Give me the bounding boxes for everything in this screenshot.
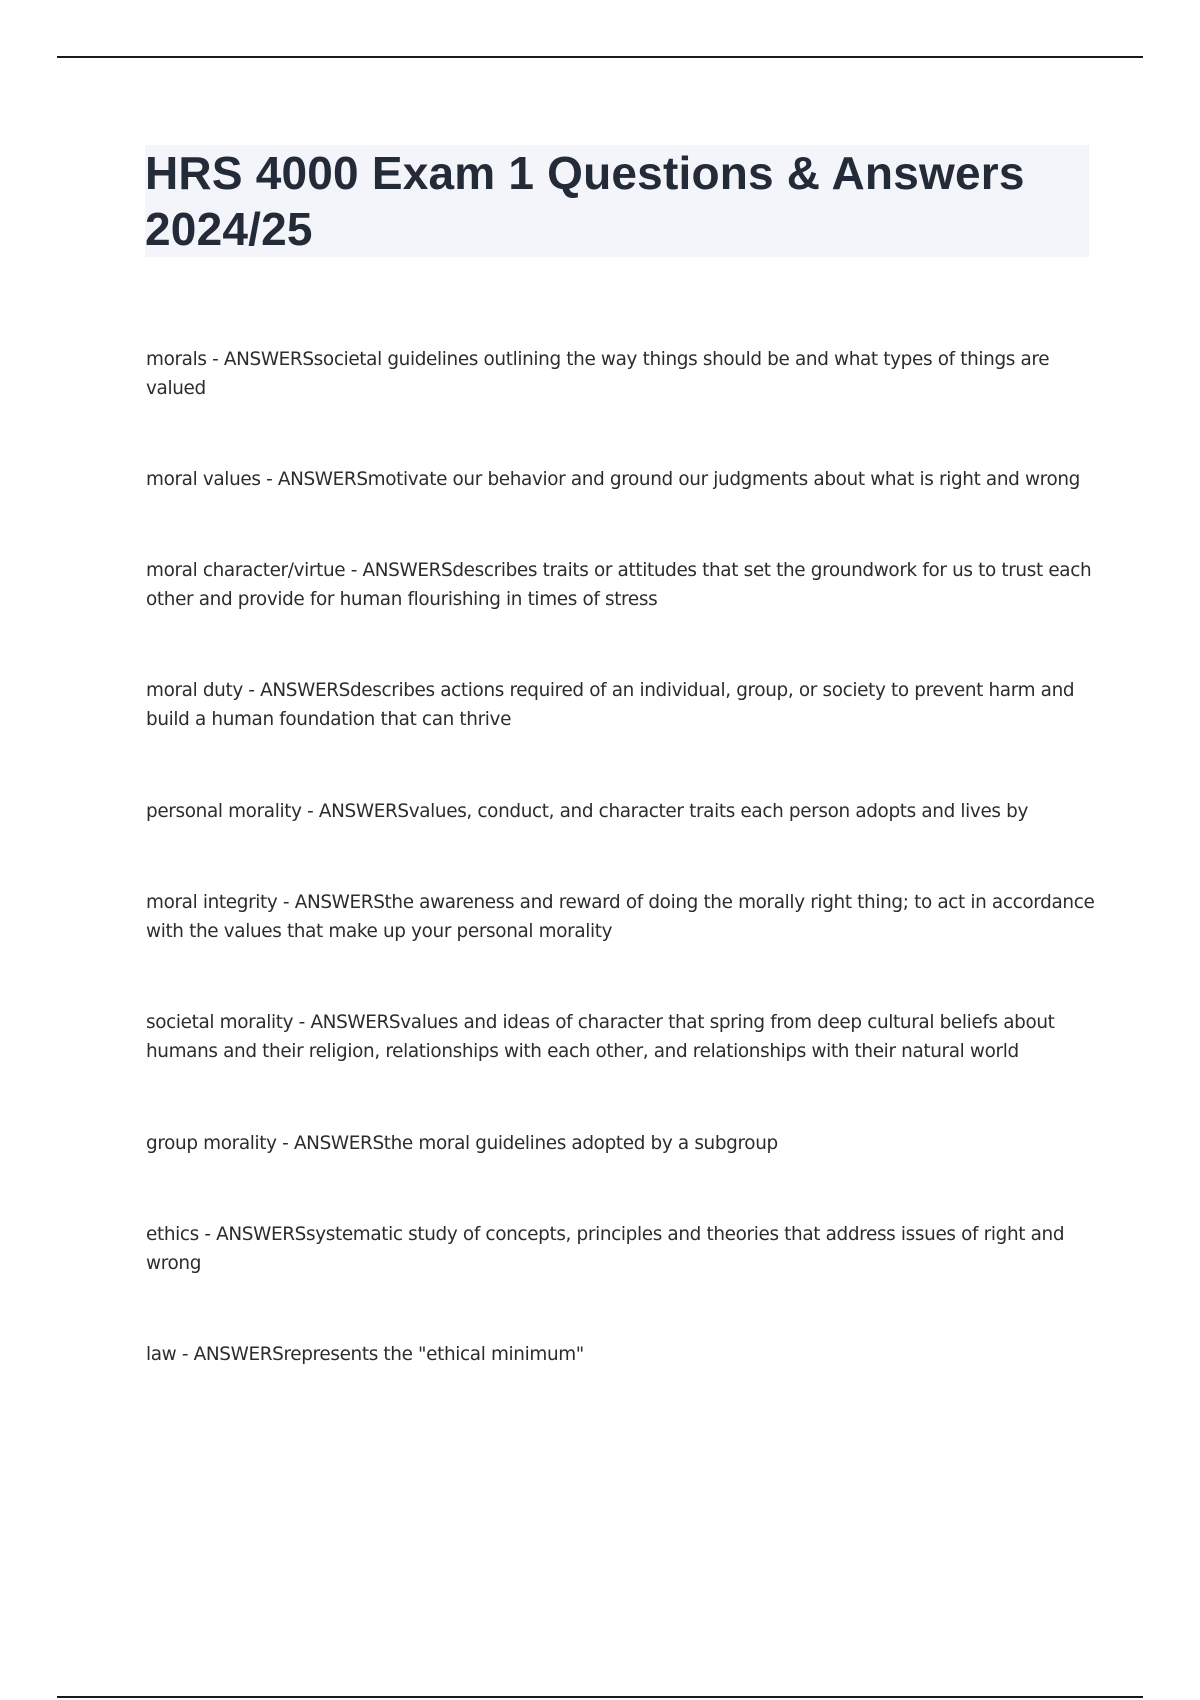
qa-entry-moral-character: moral character/virtue - ANSWERSdescribes traits or attitudes that set the groundwork for us to trust each other and provide for human flourishing in times of stress [146,560,1092,610]
top-rule [57,56,1143,58]
qa-entry-law: law - ANSWERSrepresents the "ethical minimum" [146,1344,584,1365]
qa-entry-ethics: ethics - ANSWERSsystematic study of concepts, principles and theories that address issues of right and wrong [146,1224,1065,1274]
qa-entry-morals: morals - ANSWERSsocietal guidelines outlining the way things should be and what types of things are valued [146,349,1050,399]
qa-entry-societal-morality: societal morality - ANSWERSvalues and ideas of character that spring from deep cultural beliefs about humans and their religion, relationships with each other, and relationships with their natural world [146,1012,1055,1062]
title-box [145,145,1089,257]
qa-entry-moral-duty: moral duty - ANSWERSdescribes actions required of an individual, group, or society to prevent harm and build a human foundation that can thrive [146,680,1075,730]
qa-entry-moral-values: moral values - ANSWERSmotivate our behavior and ground our judgments about what is right and wrong [146,469,1081,490]
page-title: HRS 4000 Exam 1 Questions & Answers 2024/25 [145,147,1025,255]
qa-entry-personal-morality: personal morality - ANSWERSvalues, conduct, and character traits each person adopts and lives by [146,801,1029,822]
qa-entry-moral-integrity: moral integrity - ANSWERSthe awareness and reward of doing the morally right thing; to act in accordance with the values that make up your personal morality [146,892,1095,942]
qa-entry-group-morality: group morality - ANSWERSthe moral guidelines adopted by a subgroup [146,1133,778,1154]
bottom-rule [57,1696,1143,1698]
